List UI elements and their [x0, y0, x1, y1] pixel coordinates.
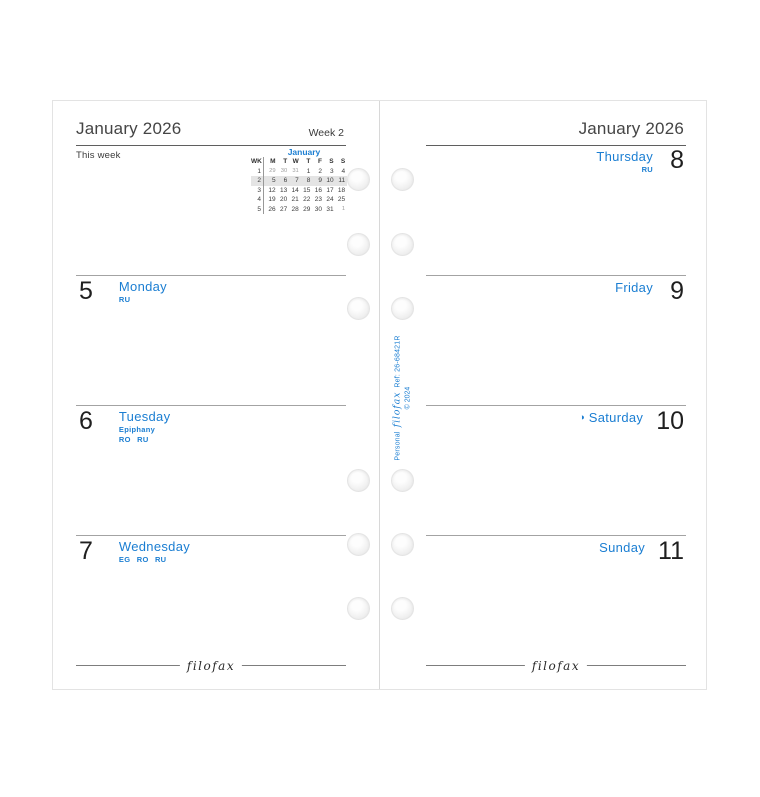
punch-hole [347, 168, 370, 191]
punch-hole [347, 297, 370, 320]
punch-hole [391, 297, 414, 320]
day-section-tuesday [79, 409, 170, 444]
last-quarter-moon-icon: ◑ [579, 412, 585, 422]
mini-cal-day-cell: 21 [291, 196, 299, 203]
mini-cal-week-row [251, 205, 347, 215]
day-section-friday [615, 279, 684, 304]
mini-cal-day-cell: 8 [306, 177, 311, 184]
punch-hole [347, 233, 370, 256]
mini-cal-day-cell: 27 [279, 205, 288, 213]
mini-cal-week-number: 4 [251, 195, 264, 205]
mini-cal-day-cell: 26 [268, 205, 276, 213]
holiday-note: RU [118, 295, 131, 304]
day-rule [426, 535, 686, 536]
day-rule [76, 535, 346, 536]
mini-cal-day-cell: 3 [329, 167, 334, 175]
mini-cal-week-number: 2 [251, 176, 264, 186]
day-section-thursday [596, 148, 684, 174]
day-rule [76, 275, 346, 276]
mini-cal-day-cell: 11 [338, 177, 346, 184]
day-date: 9 [670, 277, 684, 305]
mini-cal-day-cell: 29 [269, 167, 276, 174]
holiday-note: EG RO RU [118, 555, 167, 564]
mini-cal-day-cell: 28 [291, 205, 299, 213]
mini-cal-day-cell: 1 [341, 205, 346, 212]
day-name: Saturday [588, 410, 644, 425]
mini-cal-day-col-header: W [292, 158, 299, 165]
mini-cal-week-row [251, 167, 347, 177]
mini-cal-week-number: 3 [251, 186, 264, 196]
mini-cal-week-number: 5 [251, 205, 264, 215]
spine-imprint [393, 335, 414, 460]
mini-cal-day-cell: 5 [271, 177, 276, 184]
day-rule [76, 405, 346, 406]
day-name: Tuesday [118, 409, 171, 424]
day-section-saturday [579, 409, 684, 434]
mini-cal-week-row [251, 176, 347, 186]
day-name: Sunday [599, 540, 646, 555]
holiday-note: RU [641, 165, 653, 174]
mini-cal-day-col-header: F [317, 158, 322, 165]
mini-cal-day-cell: 25 [337, 196, 346, 203]
mini-cal-week-col-header: WK [251, 157, 264, 167]
filofax-logo: filofax [525, 659, 587, 673]
mini-calendar [251, 147, 347, 214]
mini-cal-week-row [251, 186, 347, 196]
week-number-label: Week 2 [308, 127, 344, 139]
mini-cal-day-cell: 30 [314, 205, 322, 213]
mini-cal-day-col-header: T [283, 158, 288, 165]
mini-cal-day-cell: 4 [341, 167, 346, 175]
holiday-note: RO RU [118, 435, 149, 444]
mini-cal-day-col-header: T [306, 158, 311, 165]
punch-hole [391, 469, 414, 492]
page-gutter-divider [379, 101, 380, 689]
mini-cal-day-cell: 9 [318, 177, 322, 184]
mini-cal-day-cell: 22 [303, 196, 311, 203]
day-section-wednesday [79, 539, 190, 564]
mini-cal-day-cell: 20 [279, 196, 288, 203]
mini-cal-day-cell: 31 [326, 205, 334, 213]
diary-open-spread [52, 100, 707, 690]
punch-hole [391, 168, 414, 191]
mini-cal-day-cell: 17 [326, 186, 334, 194]
spine-ref-number: Ref: 26-68421R [394, 335, 402, 388]
filofax-logo: filofax [180, 659, 242, 673]
punch-hole [347, 597, 370, 620]
mini-cal-day-cell: 2 [318, 167, 322, 175]
day-name: Monday [118, 279, 167, 294]
filofax-logo-small: filofax [391, 391, 403, 428]
mini-cal-day-col-header: M [270, 158, 276, 165]
mini-calendar-grid [251, 157, 347, 214]
mini-cal-day-cell: 10 [326, 177, 334, 184]
day-rule [426, 405, 686, 406]
mini-cal-day-col-header: S [340, 158, 346, 165]
this-week-label: This week [76, 150, 121, 161]
day-date: 10 [656, 407, 684, 435]
punch-hole [391, 597, 414, 620]
right-page-title: January 2026 [578, 119, 684, 138]
mini-cal-day-cell: 30 [280, 167, 288, 174]
right-title-rule [426, 145, 686, 146]
mini-cal-day-cell: 13 [279, 186, 288, 194]
mini-cal-day-cell: 12 [268, 186, 276, 194]
holiday-note: Epiphany [118, 425, 156, 434]
mini-cal-day-cell: 15 [303, 186, 311, 194]
mini-cal-week-number: 1 [251, 167, 264, 177]
day-name: Thursday [596, 149, 653, 164]
day-name: Wednesday [118, 539, 191, 554]
mini-cal-day-cell: 14 [291, 186, 299, 194]
spine-product-label: Personal [394, 431, 402, 461]
mini-cal-day-cell: 19 [268, 196, 276, 203]
day-name: Friday [615, 280, 653, 295]
punch-hole [391, 533, 414, 556]
mini-cal-week-row [251, 195, 347, 205]
mini-cal-day-cell: 16 [314, 186, 322, 194]
mini-cal-day-cell: 24 [326, 196, 334, 203]
mini-cal-day-cell: 7 [295, 177, 299, 184]
punch-hole [391, 233, 414, 256]
mini-cal-day-cell: 1 [306, 167, 311, 175]
mini-cal-day-cell: 6 [283, 177, 288, 184]
punch-hole [347, 533, 370, 556]
day-date: 8 [670, 146, 684, 174]
punch-hole [347, 469, 370, 492]
spine-copyright: © 2024 [404, 386, 412, 410]
mini-cal-day-cell: 18 [337, 186, 346, 194]
day-date: 6 [79, 407, 93, 435]
mini-cal-day-cell: 23 [314, 196, 322, 203]
day-date: 11 [658, 537, 684, 565]
left-page-title: January 2026 [76, 119, 182, 138]
mini-cal-day-col-header: S [329, 158, 334, 165]
day-section-monday [79, 279, 167, 304]
day-section-sunday [599, 539, 684, 564]
day-date: 7 [79, 537, 93, 565]
left-title-rule [76, 145, 346, 146]
mini-cal-day-cell: 31 [292, 167, 299, 174]
mini-calendar-month-label: January [287, 147, 321, 157]
day-rule [426, 275, 686, 276]
mini-cal-day-cell: 29 [303, 205, 311, 213]
day-date: 5 [79, 277, 93, 305]
